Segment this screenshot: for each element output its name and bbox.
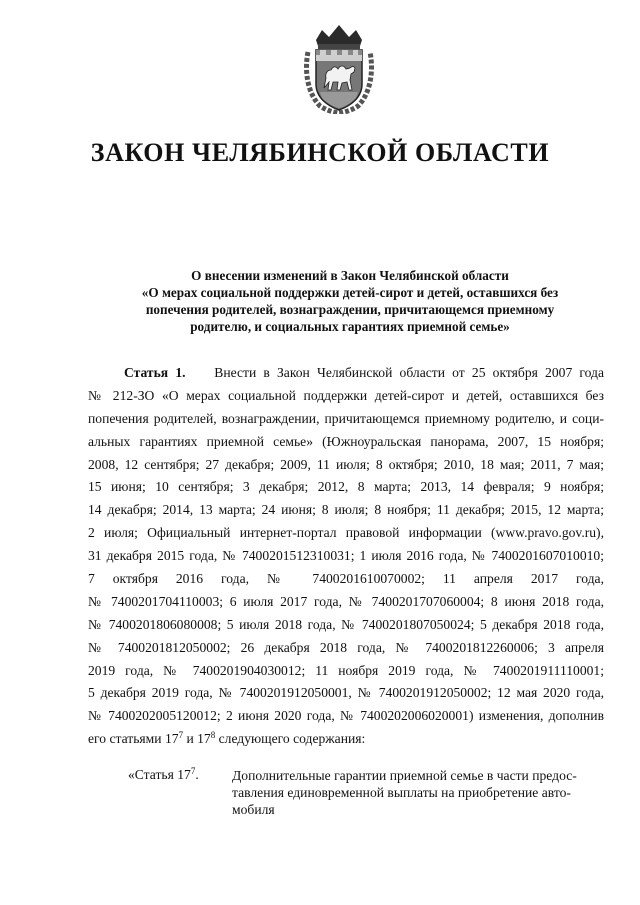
new-article-title-line: мобиля — [232, 802, 275, 817]
article-1-heading: Статья 1. — [124, 365, 186, 380]
article-1-line: № 7400201806080008; 5 июля 2018 года, № 7400201807050024; 5 декабря 2018 года, — [88, 616, 604, 632]
new-article-label — [128, 767, 199, 783]
article-1-line: 2019 года, № 7400201904030012; 11 ноября 2019 года, № 7400201911110001; — [88, 662, 604, 678]
article-1-line: 5 декабря 2019 года, № 7400201912050001, № 7400201912050002; 12 мая 2020 года, — [88, 685, 604, 701]
last-line-text: следующего содержания: — [215, 731, 366, 747]
subtitle-line: попечения родителей, вознаграждении, причитающемся приемному — [145, 302, 555, 317]
law-title: ЗАКОН ЧЕЛЯБИНСКОЙ ОБЛАСТИ — [90, 138, 550, 167]
new-article-title-line: Дополнительные гарантии приемной семье в части предос- — [232, 768, 577, 783]
new-article-label-end: . — [195, 767, 199, 782]
last-line-text: его статьями 17 — [88, 731, 179, 747]
subtitle-line: «О мерах социальной поддержки детей-сирот и детей, оставшихся без — [141, 285, 559, 300]
chelyabinsk-coat-of-arms-icon — [302, 22, 376, 114]
superscript: 7 — [190, 766, 196, 776]
article-1-line: № 212-ЗО «О мерах социальной поддержки детей-сирот и детей, оставшихся без — [88, 387, 604, 403]
article-1-line: попечения родителей, вознаграждении, причитающемся приемному родителю, и соци- — [88, 410, 604, 426]
last-line-text: и 17 — [183, 731, 211, 747]
new-article-label-text: «Статья 17 — [128, 767, 191, 782]
article-1-body — [88, 362, 604, 751]
article-1-line: альных гарантиях приемной семье» (Южноуральская панорама, 2007, 15 ноября; — [88, 433, 604, 449]
article-1-line: 14 декабря; 2014, 13 марта; 24 июня; 8 июля; 8 ноября; 11 декабря; 2015, 12 марта; — [88, 502, 604, 518]
new-article-title-line: тавления единовременной выплаты на приобретение авто- — [232, 785, 571, 800]
article-1-first-line — [88, 362, 604, 385]
article-1-last-line — [88, 728, 604, 751]
law-subtitle — [110, 267, 590, 335]
article-1-line: № 7400202005120012; 2 июня 2020 года, № 7400202006020001) изменения, дополнив — [88, 708, 604, 724]
article-1-line: № 7400201704110003; 6 июля 2017 года, № 7400201707060004; 8 июня 2018 года, — [88, 593, 604, 609]
article-1-line: 7 октября 2016 года, № 7400201610070002; 11 апреля 2017 года, — [88, 571, 604, 587]
article-1-line: 2 июля; Официальный интернет-портал правовой информации (www.pravo.gov.ru), — [88, 525, 604, 541]
superscript: 8 — [210, 730, 216, 741]
new-article-title — [232, 767, 604, 818]
subtitle-line: О внесении изменений в Закон Челябинской области — [191, 268, 509, 283]
article-1-line: № 7400201812050002; 26 декабря 2018 года, № 7400201812260006; 3 апреля — [88, 639, 604, 655]
superscript: 7 — [178, 730, 184, 741]
article-1-line: 31 декабря 2015 года, № 7400201512310031; 1 июля 2016 года, № 7400201607010010; — [88, 548, 604, 564]
subtitle-line: родителю, и социальных гарантиях приемной семье» — [190, 319, 510, 334]
article-1-line: 15 июня; 10 сентября; 3 декабря; 2012, 8 марта; 2013, 14 февраля; 9 ноября; — [88, 479, 604, 495]
article-1-first-text: Внести в Закон Челябинской области от 25 октября 2007 года — [214, 365, 605, 380]
article-1-line: 2008, 12 сентября; 27 декабря; 2009, 11 июля; 8 октября; 2010, 18 мая; 2011, 7 мая; — [88, 456, 604, 472]
